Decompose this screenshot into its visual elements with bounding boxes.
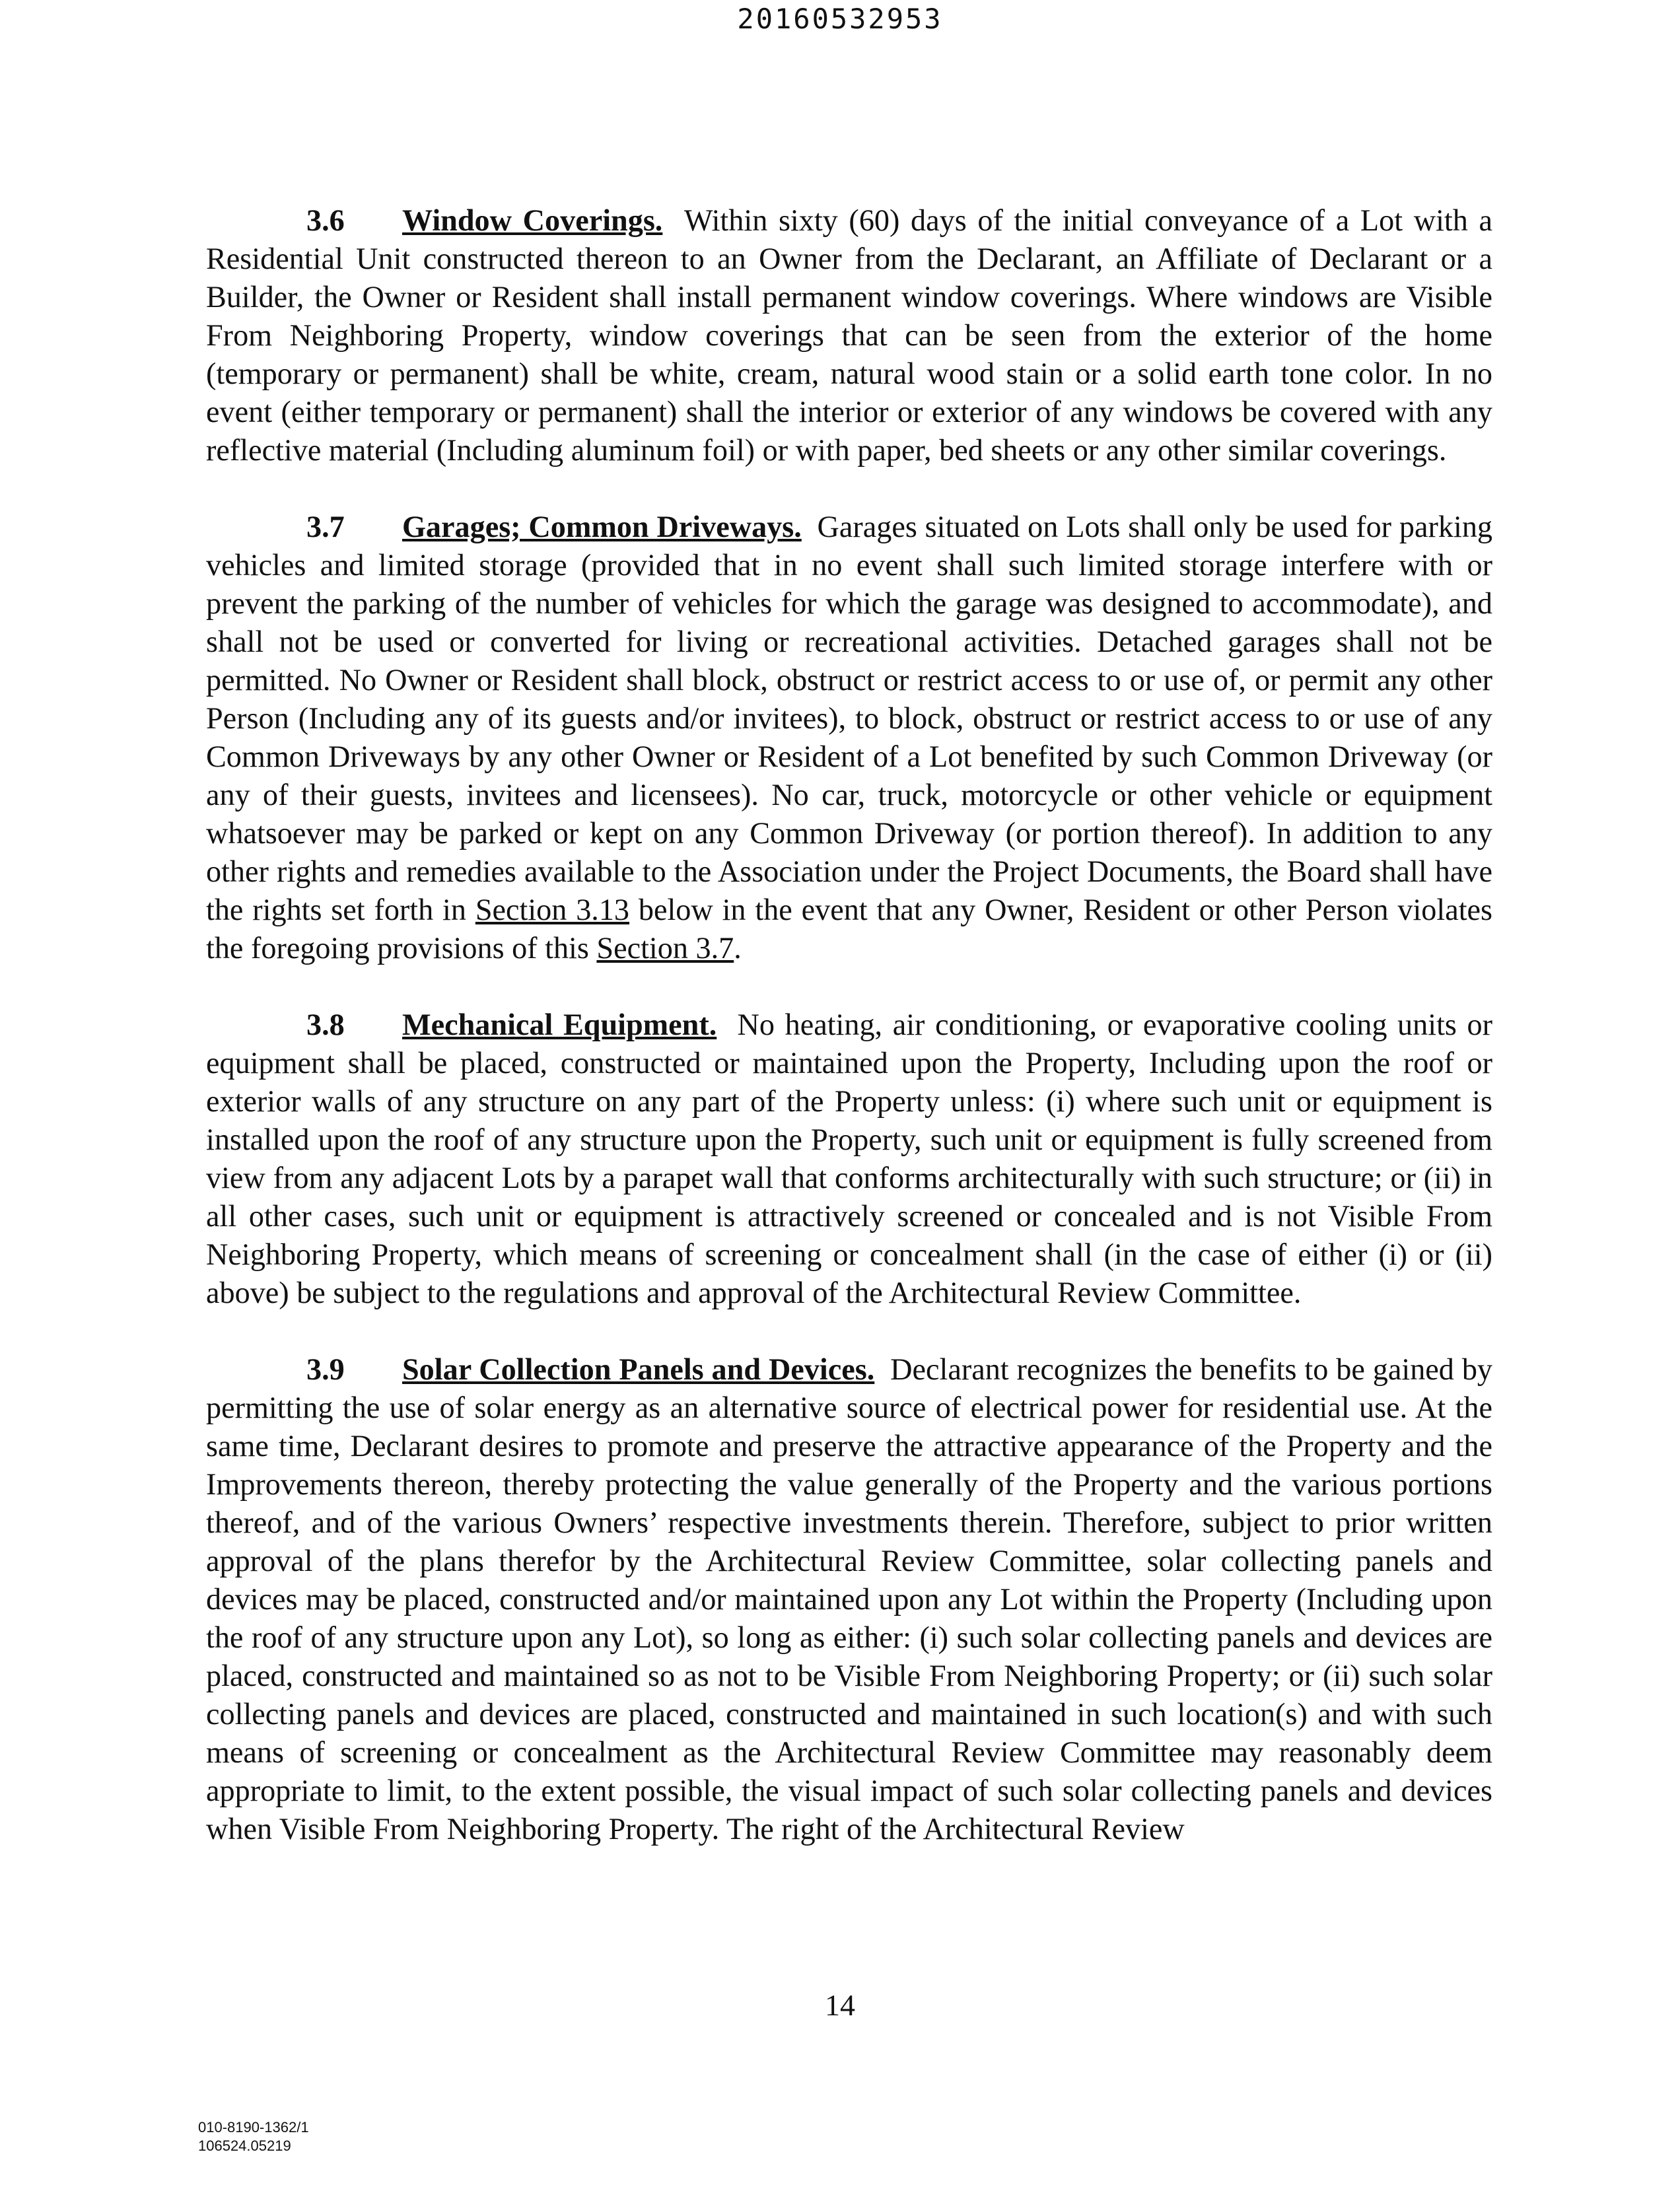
section-heading: Solar Collection Panels and Devices.	[402, 1352, 875, 1386]
section-reference-3-7: Section 3.7	[596, 931, 734, 965]
document-body	[206, 201, 1492, 1887]
section-heading: Mechanical Equipment.	[402, 1008, 717, 1041]
section-text: Declarant recognizes the benefits to be gained by permitting the use of solar energy as an alternative source of electrical power for residential use. At the same time, Declarant desires to promote and preserve the attractive appearance of the Property and the Improvements thereon, thereby protecting the value generally of the Property and the various portions thereof, and of the various Owners’ respective investments therein. Therefore, subject to prior written approval of the plans therefor by the Architectural Review Committee, solar collecting panels and devices may be placed, constructed and/or maintained upon any Lot within the Property (Including upon the roof of any structure upon any Lot), so long as either: (i) such solar collecting panels and devices are placed, constructed and maintained so as not to be Visible From Neighboring Property; or (ii) such solar collecting panels and devices are placed, constructed and maintained in such location(s) and with such means of screening or concealment as the Architectural Review Committee may reasonably deem appropriate to limit, to the extent possible, the visual impact of such solar collecting panels and devices when Visible From Neighboring Property. The right of the Architectural Review	[206, 1352, 1493, 1846]
section-3-9	[206, 1350, 1492, 1848]
section-text: Garages situated on Lots shall only be used for parking vehicles and limited storage (provided that in no event shall such limited storage interfere with or prevent the parking of the number of vehicles for which the garage was designed to accommodate), and shall not be used or converted for living or recreational activities. Detached garages shall not be permitted. No Owner or Resident shall block, obstruct or restrict access to or use of, or permit any other Person (Including any of its guests and/or invitees), to block, obstruct or restrict access to or use of any Common Driveways by any other Owner or Resident of a Lot benefited by such Common Driveway (or any of their guests, invitees and licensees). No car, truck, motorcycle or other vehicle or equipment whatsoever may be parked or kept on any Common Driveway (or portion thereof). In addition to any other rights and remedies available to the Association under the Project Documents, the Board shall have the rights set forth in	[206, 510, 1493, 926]
section-3-7	[206, 508, 1492, 967]
footer-reference	[198, 2118, 309, 2155]
section-number: 3.7	[306, 510, 345, 543]
section-number: 3.8	[306, 1008, 345, 1041]
page-number: 14	[825, 1988, 855, 2022]
section-3-8	[206, 1006, 1492, 1312]
section-text-end: .	[734, 931, 742, 965]
section-text: No heating, air conditioning, or evaporative cooling units or equipment shall be placed, constructed or maintained upon the Property, Including upon the roof or exterior walls of any structure on any part of the Property unless: (i) where such unit or equipment is installed upon the roof of any structure upon the Property, such unit or equipment is fully screened from view from any adjacent Lots by a parapet wall that conforms architecturally with such structure; or (ii) in all other cases, such unit or equipment is attractively screened or concealed and is not Visible From Neighboring Property, which means of screening or concealment shall (in the case of either (i) or (ii) above) be subject to the regulations and approval of the Architectural Review Committee.	[206, 1008, 1492, 1309]
section-text: Within sixty (60) days of the initial conveyance of a Lot with a Residential Unit constructed thereon to an Owner from the Declarant, an Affiliate of Declarant or a Builder, the Owner or Resident shall install permanent window coverings. Where windows are Visible From Neighboring Property, window coverings that can be seen from the exterior of the home (temporary or permanent) shall be white, cream, natural wood stain or a solid earth tone color. In no event (either temporary or permanent) shall the interior or exterior of any windows be covered with any reflective material (Including aluminum foil) or with paper, bed sheets or any other similar coverings.	[206, 203, 1493, 467]
section-heading: Garages; Common Driveways.	[402, 510, 802, 543]
footer-line: 106524.05219	[198, 2137, 291, 2154]
footer-line: 010-8190-1362/1	[198, 2119, 309, 2135]
section-3-6	[206, 201, 1492, 469]
section-number: 3.9	[306, 1352, 345, 1386]
document-number: 20160532953	[737, 3, 943, 35]
section-number: 3.6	[306, 203, 345, 237]
section-heading: Window Coverings.	[402, 203, 663, 237]
section-reference-3-13: Section 3.13	[475, 893, 630, 926]
section-text: below in the event that any Owner, Resident or other Person violates the foregoing provisions of this	[206, 893, 1493, 965]
